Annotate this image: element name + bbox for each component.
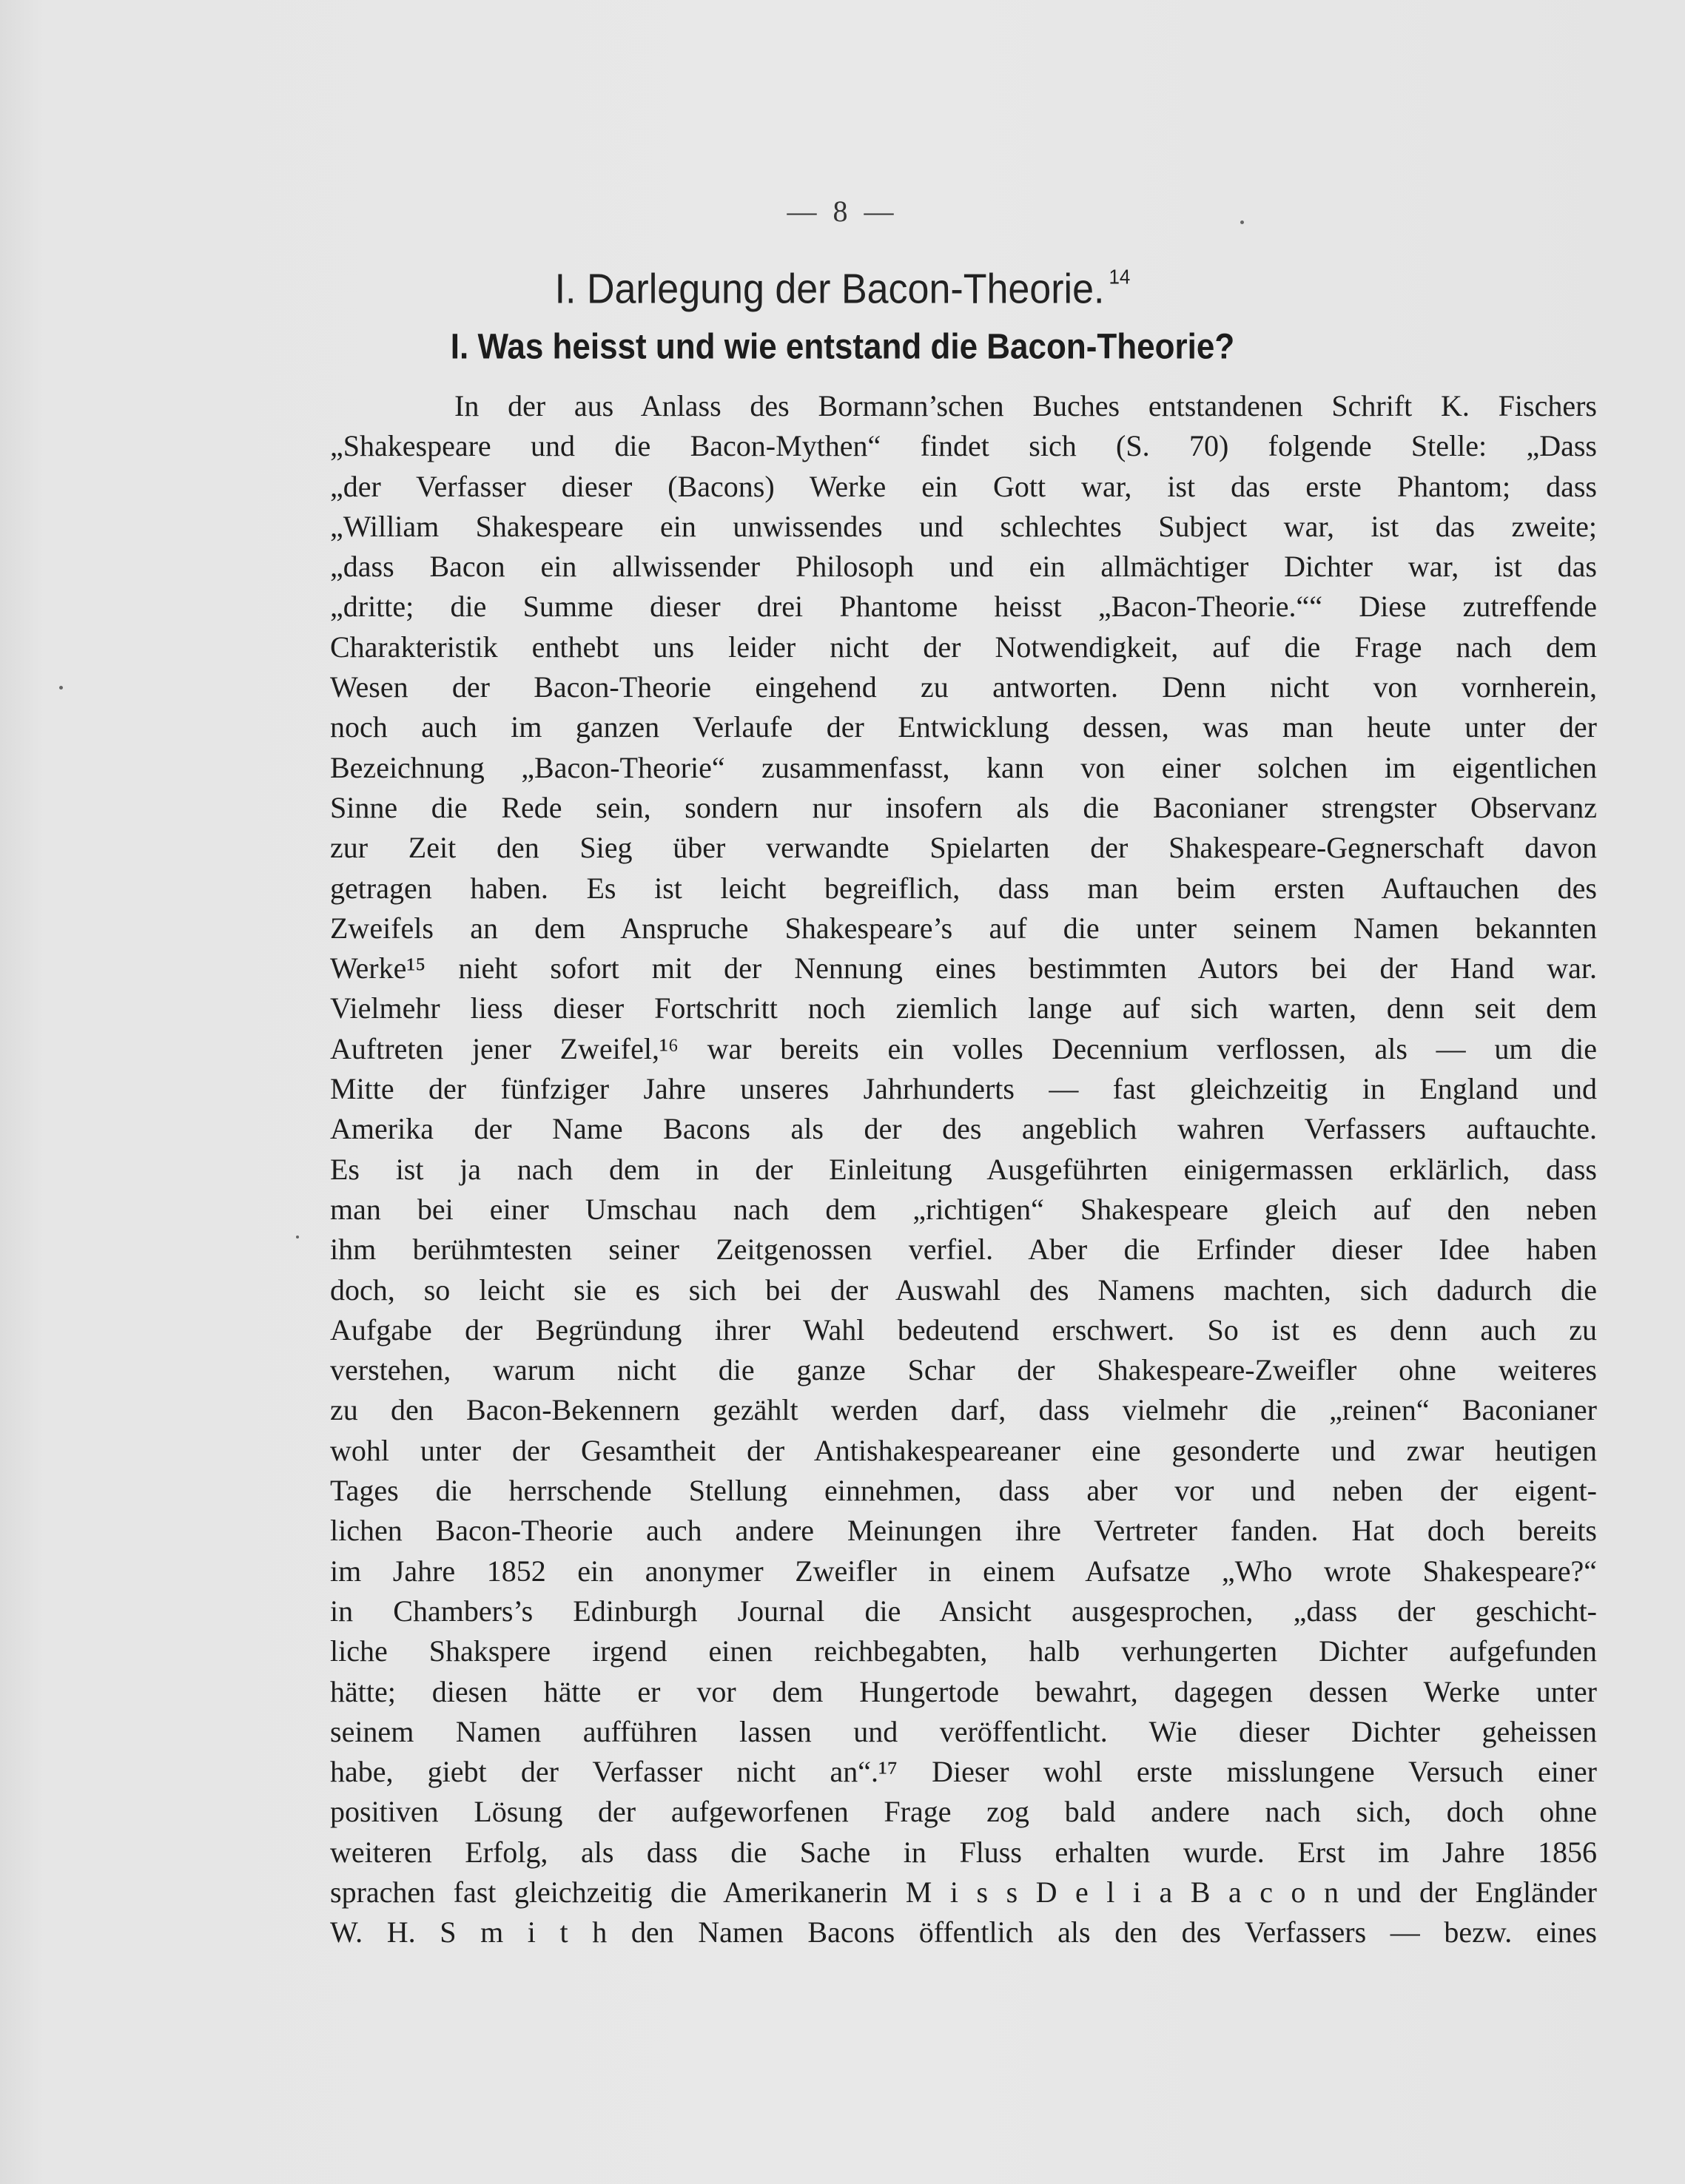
text-line: Vielmehr liess dieser Fortschritt noch ziemlich lange auf sich warten, denn seit dem [330,991,1597,1025]
text-line: hätte; diesen hätte er vor dem Hungertode bewahrt, dagegen dessen Werke unter [330,1674,1597,1708]
page-number: — 8 — [787,195,898,228]
text-line: ihm berühmtesten seiner Zeitgenossen verfiel. Aber die Erfinder dieser Idee haben [330,1233,1597,1267]
text-line: W. H. S m i t h den Namen Bacons öffentlich als den des Verfassers — bezw. eines [330,1915,1597,1949]
chapter-title-text: I. Darlegung der Bacon-Theorie. [554,266,1105,313]
text-line: Aufgabe der Begründung ihrer Wahl bedeutend erschwert. So ist es denn auch zu [330,1312,1597,1347]
text-line: verstehen, warum nicht die ganze Schar der Shakespeare-Zweifler ohne weiteres [330,1353,1597,1387]
text-line: Charakteristik enthebt uns leider nicht der Notwendigkeit, auf die Frage nach dem [330,630,1597,664]
text-line: zur Zeit den Sieg über verwandte Spielarten der Shakespeare-Gegnerschaft davon [330,831,1597,865]
text-line: Wesen der Bacon-Theorie eingehend zu antworten. Denn nicht von vornherein, [330,670,1597,704]
text-line: Amerika der Name Bacons als der des angeblich wahren Verfassers auftauchte. [330,1112,1597,1146]
text-line: lichen Bacon-Theorie auch andere Meinungen ihre Vertreter fanden. Hat doch bereits [330,1514,1597,1548]
text-line: Es ist ja nach dem in der Einleitung Ausgeführten einigermassen erklärlich, dass [330,1152,1597,1186]
text-line: „dritte; die Summe dieser drei Phantome heisst „Bacon-Theorie.““ Diese zutreffende [330,590,1597,624]
dust-speck [59,686,63,690]
dust-speck [296,1236,299,1238]
text-line: habe, giebt der Verfasser nicht an“.¹⁷ Dieser wohl erste misslungene Versuch einer [330,1755,1597,1789]
dust-speck [1240,220,1244,224]
text-line: getragen haben. Es ist leicht begreiflich, dass man beim ersten Auftauchen des [330,871,1597,905]
text-line: „Shakespeare und die Bacon-Mythen“ findet sich (S. 70) folgende Stelle: „Dass [330,429,1597,463]
chapter-footnote-marker: 14 [1109,264,1131,289]
text-line: „der Verfasser dieser (Bacons) Werke ein Gott war, ist das erste Phantom; dass [330,469,1597,503]
text-line: in Chambers’s Edinburgh Journal die Ansicht ausgesprochen, „dass der geschicht- [330,1594,1597,1628]
text-line: doch, so leicht sie es sich bei der Auswahl des Namens machten, sich dadurch die [330,1273,1597,1307]
text-line: Sinne die Rede sein, sondern nur insofern als die Baconianer strengster Observanz [330,790,1597,824]
text-line: Auftreten jener Zweifel,¹⁶ war bereits ein volles Decennium verflossen, als — um die [330,1031,1597,1065]
text-line: seinem Namen aufführen lassen und veröffentlicht. Wie dieser Dichter geheissen [330,1714,1597,1748]
chapter-title [0,265,1685,314]
text-line: zu den Bacon-Bekennern gezählt werden darf, dass vielmehr die „reinen“ Baconianer [330,1393,1597,1427]
text-line: In der aus Anlass des Bormann’schen Buches entstandenen Schrift K. Fischers [454,389,1597,422]
text-line: wohl unter der Gesamtheit der Antishakespeareaner eine gesonderte und zwar heutigen [330,1433,1597,1467]
text-line: im Jahre 1852 ein anonymer Zweifler in einem Aufsatze „Who wrote Shakespeare?“ [330,1554,1597,1588]
text-line: Mitte der fünfziger Jahre unseres Jahrhunderts — fast gleichzeitig in England und [330,1072,1597,1106]
text-line: sprachen fast gleichzeitig die Amerikanerin M i s s D e l i a B a c o n und der Engländer [330,1875,1597,1909]
body-text [330,386,1597,1953]
text-line: Tages die herrschende Stellung einnehmen, dass aber vor und neben der eigent- [330,1474,1597,1508]
text-line: noch auch im ganzen Verlaufe der Entwicklung dessen, was man heute unter der [330,710,1597,744]
text-line: positiven Lösung der aufgeworfenen Frage zog bald andere nach sich, doch ohne [330,1795,1597,1829]
text-line: „William Shakespeare ein unwissendes und schlechtes Subject war, ist das zweite; [330,509,1597,543]
text-line: „dass Bacon ein allwissender Philosoph und ein allmächtiger Dichter war, ist das [330,550,1597,584]
text-line: Werke¹⁵ nieht sofort mit der Nennung eines bestimmten Autors bei der Hand war. [330,951,1597,985]
text-line: Zweifels an dem Anspruche Shakespeare’s auf die unter seinem Namen bekannten [330,911,1597,945]
text-line: weiteren Erfolg, als dass die Sache in Fluss erhalten wurde. Erst im Jahre 1856 [330,1835,1597,1869]
text-line: man bei einer Umschau nach dem „richtigen“ Shakespeare gleich auf den neben [330,1192,1597,1226]
section-title: I. Was heisst und wie entstand die Bacon-Theorie? [450,326,1235,367]
text-line: liche Shakspere irgend einen reichbegabten, halb verhungerten Dichter aufgefunden [330,1634,1597,1668]
text-line: Bezeichnung „Bacon-Theorie“ zusammenfasst, kann von einer solchen im eigentlichen [330,750,1597,784]
